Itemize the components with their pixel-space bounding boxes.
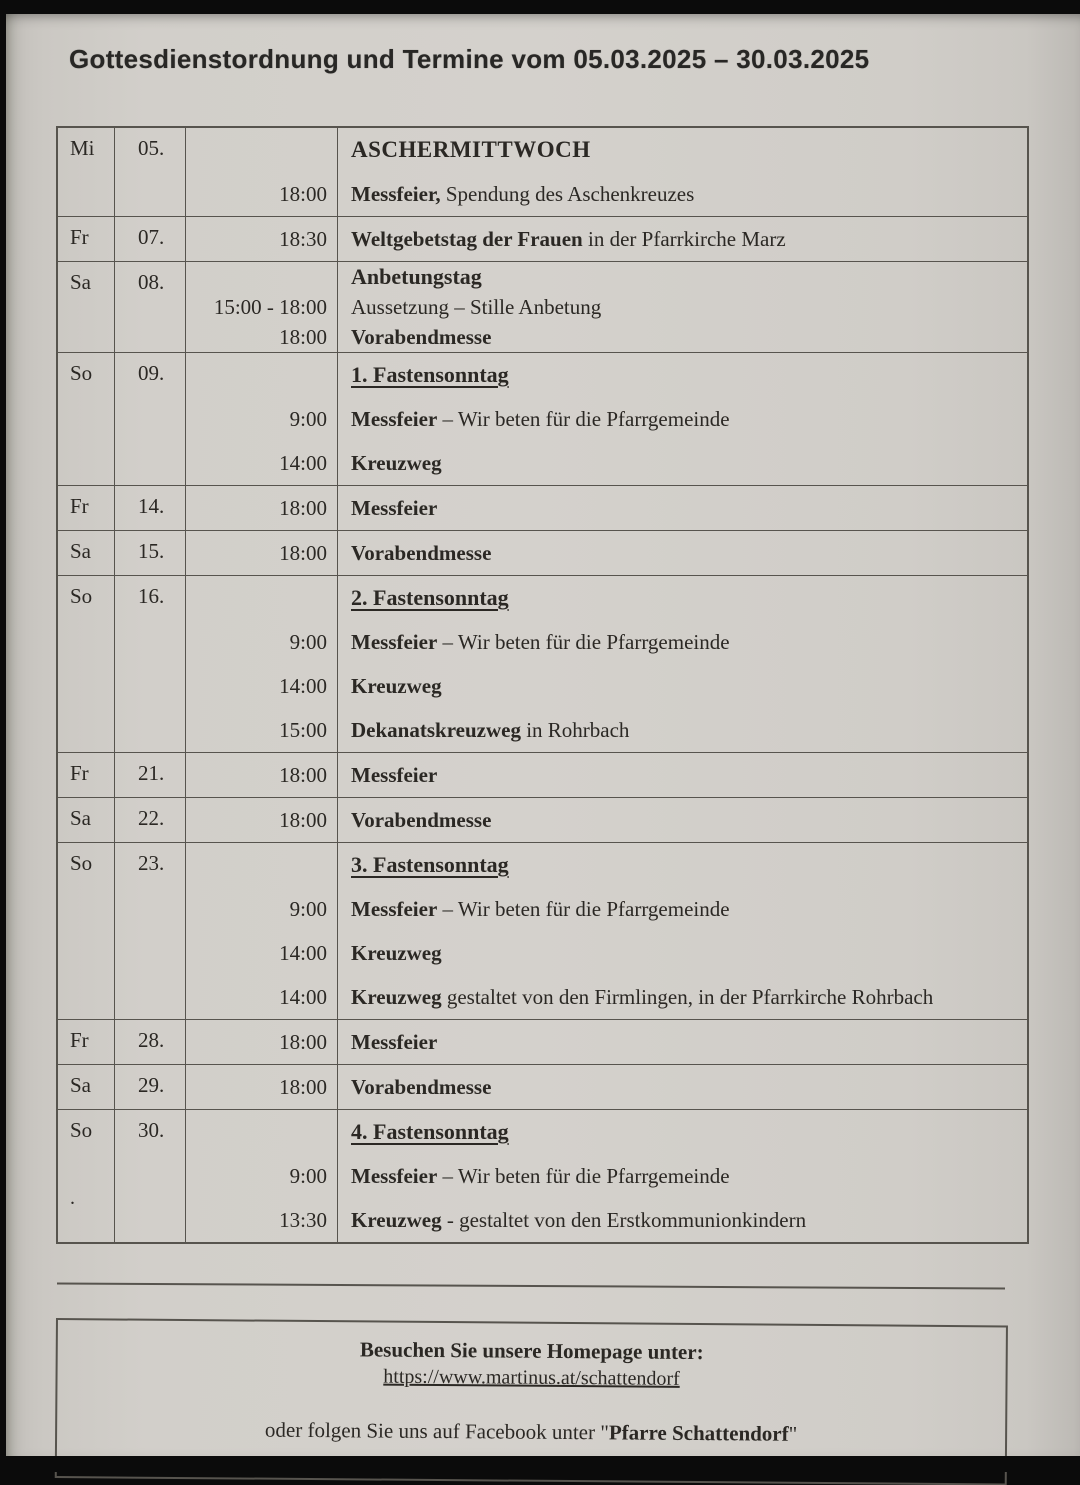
- time-cell: 18:00: [186, 753, 338, 797]
- event-cell: [338, 664, 1027, 708]
- table-row: [58, 1065, 1027, 1110]
- date-cell: 28.: [115, 1020, 186, 1064]
- event-cell: [338, 322, 1027, 352]
- event-cell: [338, 931, 1027, 975]
- table-row: [58, 1020, 1027, 1065]
- day-cell: So: [58, 576, 115, 752]
- event-title: Vorabendmesse: [351, 325, 492, 349]
- event-cell: [338, 128, 1027, 172]
- table-row: [58, 217, 1027, 262]
- day-cell: Fr: [58, 486, 115, 530]
- date-cell: 15.: [115, 531, 186, 575]
- day-cell: Fr: [58, 753, 115, 797]
- event-title: Kreuzweg: [351, 674, 442, 698]
- day-cell: So: [58, 353, 115, 485]
- time-cell: 18:00: [186, 1065, 338, 1109]
- day-cell: Sa: [58, 531, 115, 575]
- time-cell: 9:00: [186, 397, 338, 441]
- event-cell: [338, 397, 1027, 441]
- day-cell: So .: [58, 1110, 115, 1242]
- event-title: Messfeier: [351, 1030, 438, 1054]
- date-cell: 09.: [115, 353, 186, 485]
- event-title: Messfeier: [351, 630, 438, 654]
- facebook-suffix: ": [788, 1421, 798, 1446]
- event-cell: [338, 576, 1027, 620]
- day-cell: Sa: [58, 1065, 115, 1109]
- event-cell: [338, 172, 1027, 216]
- table-row: [58, 753, 1027, 798]
- day-cell: So: [58, 843, 115, 1019]
- schedule-table: [56, 126, 1029, 1244]
- event-title: Kreuzweg: [351, 941, 442, 965]
- entry-lines: [186, 843, 1027, 1019]
- event-cell: [338, 843, 1027, 887]
- time-cell: [186, 128, 338, 172]
- date-cell: 05.: [115, 128, 186, 216]
- day-cell: Sa: [58, 262, 115, 352]
- event-cell: [338, 217, 1027, 261]
- event-title: Vorabendmesse: [351, 1075, 492, 1099]
- event-cell: [338, 1198, 1027, 1242]
- event-detail: Aussetzung – Stille Anbetung: [351, 295, 602, 319]
- table-row: [58, 262, 1027, 353]
- facebook-page-name: Pfarre Schattendorf: [608, 1420, 789, 1446]
- event-cell: [338, 1020, 1027, 1064]
- table-row: [58, 798, 1027, 843]
- entry-lines: [186, 262, 1027, 352]
- event-detail: – Wir beten für die Pfarrgemeinde: [437, 897, 730, 921]
- entry-lines: [186, 128, 1027, 216]
- event-title: Kreuzweg: [351, 451, 442, 475]
- time-cell: 18:00: [186, 486, 338, 530]
- event-cell: [338, 975, 1027, 1019]
- entry-lines: [186, 1065, 1027, 1109]
- event-detail: in der Pfarrkirche Marz: [582, 227, 786, 251]
- time-cell: [186, 1110, 338, 1154]
- time-cell: 18:00: [186, 172, 338, 216]
- event-detail: – Wir beten für die Pfarrgemeinde: [437, 630, 730, 654]
- event-detail: – Wir beten für die Pfarrgemeinde: [437, 1164, 730, 1188]
- time-cell: 15:00 - 18:00: [186, 292, 338, 322]
- day-cell: Sa: [58, 798, 115, 842]
- event-cell: [338, 262, 1027, 292]
- stray-mark: .: [70, 1187, 75, 1209]
- table-row: [58, 128, 1027, 217]
- event-cell: [338, 708, 1027, 752]
- event-title: 4. Fastensonntag: [351, 1119, 509, 1144]
- event-cell: [338, 1065, 1027, 1109]
- event-title: Kreuzweg: [351, 1208, 442, 1232]
- homepage-url: https://www.martinus.at/schattendorf: [383, 1365, 680, 1390]
- table-row: [58, 843, 1027, 1020]
- event-title: Anbetungstag: [351, 264, 482, 289]
- date-cell: 07.: [115, 217, 186, 261]
- time-cell: 14:00: [186, 664, 338, 708]
- date-cell: 16.: [115, 576, 186, 752]
- date-cell: 29.: [115, 1065, 186, 1109]
- entry-lines: [186, 753, 1027, 797]
- time-cell: 18:00: [186, 798, 338, 842]
- event-title: Messfeier: [351, 763, 438, 787]
- event-detail: - gestaltet von den Erstkommunionkindern: [441, 1208, 807, 1232]
- time-cell: 13:30: [186, 1198, 338, 1242]
- time-cell: 9:00: [186, 1154, 338, 1198]
- day-cell: Fr: [58, 1020, 115, 1064]
- event-title: Vorabendmesse: [351, 808, 492, 832]
- event-detail: – Wir beten für die Pfarrgemeinde: [437, 407, 730, 431]
- time-cell: 9:00: [186, 620, 338, 664]
- time-cell: 18:00: [186, 531, 338, 575]
- time-cell: 9:00: [186, 887, 338, 931]
- date-cell: 14.: [115, 486, 186, 530]
- event-detail: Spendung des Aschenkreuzes: [440, 182, 695, 206]
- time-cell: 18:00: [186, 1020, 338, 1064]
- page-title: Gottesdienstordnung und Termine vom 05.03.2025 – 30.03.2025: [69, 44, 870, 74]
- time-cell: 14:00: [186, 931, 338, 975]
- time-cell: [186, 576, 338, 620]
- entry-lines: [186, 217, 1027, 261]
- event-title: 3. Fastensonntag: [351, 852, 509, 877]
- facebook-line: [57, 1416, 1005, 1448]
- day-cell: Mi: [58, 128, 115, 216]
- date-cell: 30.: [115, 1110, 186, 1242]
- table-row: [58, 576, 1027, 753]
- scan-edge-bottom: [0, 1456, 1080, 1472]
- event-title: 1. Fastensonntag: [351, 362, 509, 387]
- scan-edge-top: [0, 0, 1080, 14]
- event-title: ASCHERMITTWOCH: [351, 137, 591, 162]
- entry-lines: [186, 1110, 1027, 1242]
- entry-lines: [186, 531, 1027, 575]
- event-title: Messfeier: [351, 1164, 438, 1188]
- event-title: Dekanatskreuzweg: [351, 718, 521, 742]
- table-row: [58, 1110, 1027, 1242]
- entry-lines: [186, 1020, 1027, 1064]
- event-title: Messfeier,: [351, 182, 441, 206]
- event-cell: [338, 798, 1027, 842]
- time-cell: [186, 843, 338, 887]
- date-cell: 22.: [115, 798, 186, 842]
- event-cell: [338, 753, 1027, 797]
- event-title: Vorabendmesse: [351, 541, 492, 565]
- date-cell: 08.: [115, 262, 186, 352]
- table-row: [58, 353, 1027, 486]
- time-cell: 15:00: [186, 708, 338, 752]
- event-title: Kreuzweg: [351, 985, 442, 1009]
- event-title: Messfeier: [351, 897, 438, 921]
- date-cell: 23.: [115, 843, 186, 1019]
- event-cell: [338, 353, 1027, 397]
- scan-edge-left: [0, 0, 6, 1472]
- event-title: Messfeier: [351, 407, 438, 431]
- time-cell: 18:30: [186, 217, 338, 261]
- event-cell: [338, 486, 1027, 530]
- date-cell: 21.: [115, 753, 186, 797]
- time-cell: 14:00: [186, 975, 338, 1019]
- time-cell: 14:00: [186, 441, 338, 485]
- event-cell: [338, 620, 1027, 664]
- event-cell: [338, 1154, 1027, 1198]
- time-cell: [186, 353, 338, 397]
- event-cell: [338, 292, 1027, 322]
- event-cell: [338, 1110, 1027, 1154]
- event-detail: gestaltet von den Firmlingen, in der Pfarrkirche Rohrbach: [441, 985, 934, 1009]
- table-row: [58, 486, 1027, 531]
- time-cell: 18:00: [186, 322, 338, 352]
- homepage-label: Besuchen Sie unsere Homepage unter:: [359, 1337, 704, 1365]
- entry-lines: [186, 798, 1027, 842]
- entry-lines: [186, 576, 1027, 752]
- event-cell: [338, 531, 1027, 575]
- table-row: [58, 531, 1027, 576]
- event-title: 2. Fastensonntag: [351, 585, 509, 610]
- facebook-prefix: oder folgen Sie uns auf Facebook unter ": [264, 1417, 609, 1445]
- day-cell: Fr: [58, 217, 115, 261]
- event-detail: in Rohrbach: [520, 718, 630, 742]
- entry-lines: [186, 486, 1027, 530]
- event-title: Weltgebetstag der Frauen: [351, 227, 583, 251]
- event-cell: [338, 441, 1027, 485]
- event-title: Messfeier: [351, 496, 438, 520]
- entry-lines: [186, 353, 1027, 485]
- event-cell: [338, 887, 1027, 931]
- time-cell: [186, 262, 338, 292]
